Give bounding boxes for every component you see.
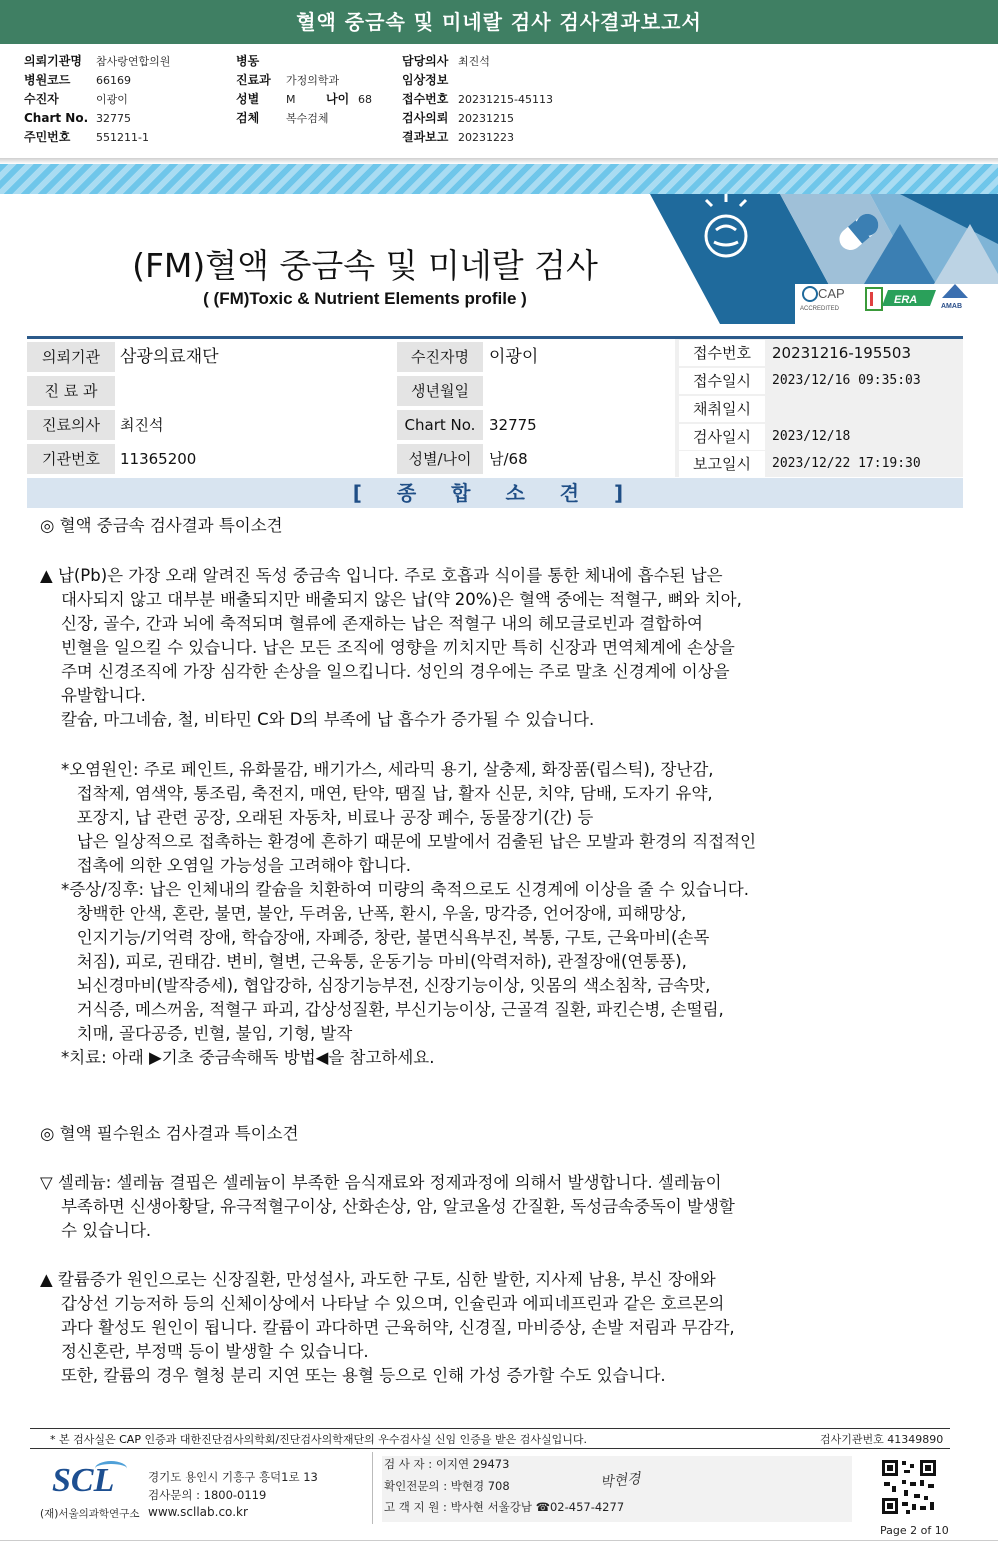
- svg-text:ERA: ERA: [894, 294, 918, 306]
- info-label: 기관번호: [27, 444, 115, 474]
- info-label: 접수일시: [679, 368, 765, 394]
- footer-divider: [30, 1428, 950, 1429]
- info-value: 최진석: [120, 416, 164, 434]
- header-label: 결과보고: [402, 130, 449, 144]
- info-value: [120, 376, 390, 406]
- scl-logo: SCL: [52, 1462, 115, 1499]
- physician-signature: 박현경: [599, 1470, 642, 1492]
- info-label: 채취일시: [679, 396, 765, 422]
- header-value: 가정의학과: [286, 74, 340, 87]
- era-logo: [882, 290, 936, 306]
- info-value: 11365200: [120, 450, 197, 468]
- header-label: 수진자: [24, 92, 59, 106]
- info-label: 의뢰기관: [27, 342, 115, 372]
- info-value: 삼광의료재단: [120, 347, 219, 367]
- lead-paragraph: ▲ 납(Pb)은 가장 오래 알려진 독성 중금속 입니다. 주로 호흡과 식이를 통한 체내에 흡수된 납은 대사되지 않고 대부분 배출되지만 배출되지 않은 납(약 20%)은 혈액 중에는 적혈구, 뼈와 치아, 신장, 골수, 간과 뇌에 축적되며 혈류에 존재하는 납은 적혈구 내의 헤모글로빈과 결합하여 빈혈을 일으킬 수 있습니다. 납은 모든 조직에 영향을 끼치지만 특히 신장과 면역체계에 손상을 주며 신경조직에 가장 심각한 손상을 일으킵니다. 성인의 경우에는 주로 말초 신경계에 이상을 유발합니다. 칼슘, 마그네슘, 철, 비타민 C와 D의 부족에 납 흡수가 증가될 수 있습니다.: [40, 566, 742, 729]
- header-value: 20231223: [458, 131, 514, 144]
- svg-text:ACCREDITED: ACCREDITED: [800, 306, 840, 312]
- scl-logo-swoosh: [95, 1461, 127, 1476]
- header-col-3: [402, 50, 662, 145]
- page-bottom-margin: [0, 1540, 998, 1565]
- header-label: Chart No.: [24, 111, 89, 125]
- header-value: 참사랑연합의원: [96, 55, 171, 68]
- info-table: [27, 336, 963, 477]
- patient-header: [0, 44, 998, 159]
- info-label: 접수번호: [679, 340, 765, 366]
- org-phone: 검사문의 : 1800-0119: [148, 1488, 267, 1502]
- examiner: 검 사 자 : 이지연 29473: [384, 1457, 510, 1471]
- header-label: 성별: [236, 92, 260, 106]
- org-name: (재)서울의과학연구소: [40, 1508, 140, 1520]
- lm-logo: [866, 288, 882, 310]
- customer-support: 고 객 지 원 : 박사현 서울강남 ☎02-457-4277: [384, 1500, 625, 1514]
- info-value: [772, 396, 962, 422]
- header-value: 32775: [96, 112, 131, 125]
- info-label: 성별/나이: [397, 444, 483, 474]
- info-value: 2023/12/18: [772, 429, 851, 444]
- footer-org-number: 검사기관번호 41349890: [820, 1433, 944, 1446]
- essential-element-heading: ◎ 혈액 필수원소 검사결과 특이소견: [40, 1124, 299, 1143]
- header-label: 검체: [236, 111, 260, 125]
- info-value: 남/68: [489, 450, 528, 468]
- header-value: 66169: [96, 74, 131, 87]
- header-label: 주민번호: [24, 130, 71, 144]
- header-col-1: [24, 50, 234, 145]
- org-address: 경기도 용인시 기흥구 흥덕1로 13: [148, 1470, 318, 1484]
- info-value: 2023/12/16 09:35:03: [772, 373, 921, 388]
- header-value: 최진석: [458, 55, 490, 68]
- header-label: 검사의뢰: [402, 111, 449, 125]
- info-label: Chart No.: [397, 410, 483, 440]
- header-value: 이광이: [96, 93, 128, 106]
- page-number: Page 2 of 10: [880, 1524, 949, 1537]
- info-label: 생년월일: [397, 376, 483, 406]
- confirming-physician: 확인전문의 : 박현경 708: [384, 1479, 510, 1493]
- header-label: 접수번호: [402, 92, 449, 106]
- info-label: 진료의사: [27, 410, 115, 440]
- header-value: 복수검체: [286, 112, 329, 125]
- info-value: 2023/12/22 17:19:30: [772, 456, 921, 471]
- footer-divider-vertical: [372, 1452, 373, 1524]
- heavy-metal-heading: ◎ 혈액 중금속 검사결과 특이소견: [40, 516, 283, 535]
- header-label: 의뢰기관명: [24, 54, 82, 68]
- header-value: 551211-1: [96, 131, 149, 144]
- header-label: 진료과: [236, 73, 271, 87]
- report-banner-title: 혈액 중금속 및 미네랄 검사 검사결과보고서: [0, 0, 998, 44]
- header-value: M: [286, 93, 296, 106]
- header-label: 병원코드: [24, 73, 71, 87]
- svg-text:AMAB: AMAB: [941, 303, 962, 310]
- lead-cause-symptom-paragraph: *오염원인: 주로 페인트, 유화물감, 배기가스, 세라믹 용기, 살충제, 화장품(립스틱), 장난감, 접착제, 염색약, 통조림, 축전지, 매연, 탄약, 땜질 납, 활자 신문, 치약, 담배, 도자기 유약, 포장지, 납 관련 공장, 오래된 자동차, 비료나 공장 폐수, 동물장기(간) 등 납은 일상적으로 접촉하는 환경에 흔하기 때문에 모발에서 검출된 납은 모발과 환경의 직접적인 접촉에 의한 오염일 가능성을 고려해야 합니다. *증상/징후: 납은 인체내의 칼슘을 치환하여 미량의 축적으로도 신경계에 이상을 줄 수 있습니다. 창백한 안색, 혼란, 불면, 불안, 두려움, 난폭, 환시, 우울, 망각증, 언어장애, 피해망상, 인지기능/기억력 장애, 학습장애, 자폐증, 창란, 불면식욕부진, 복통, 구토, 근육마비(손목 처짐), 피로, 권태감. 변비, 혈변, 근육통, 운동기능 마비(악력저하), 관절장애(연통풍), 뇌신경마비(발작증세), 협압강하, 심장기능부전, 신장기능이상, 잇몸의 색소침착, 금속맛, 거식증, 메스꺼움, 적혈구 파괴, 갑상성질환, 부신기능이상, 근골격 질환, 파킨슨병, 손떨림, 치매, 골다공증, 빈혈, 불임, 기형, 발작 *치료: 아래 ▶기초 중금속해독 방법◀을 참고하세요.: [60, 760, 757, 1067]
- report-title: (FM)혈액 중금속 및 미네랄 검사: [132, 246, 598, 285]
- qr-code-icon: [880, 1458, 938, 1516]
- header-label: 임상정보: [402, 73, 449, 87]
- selenium-paragraph: ▽ 셀레늄: 셀레늄 결핍은 셀레늄이 부족한 음식재료와 정제과정에 의해서 발생합니다. 셀레늄이 부족하면 신생아황달, 유극적혈구이상, 산화손상, 암, 알코올성 간질환, 독성금속중독이 발생할 수 있습니다.: [40, 1173, 735, 1240]
- org-website: www.scllab.co.kr: [148, 1505, 248, 1519]
- info-label: 진 료 과: [27, 376, 115, 406]
- summary-heading: [ 종 합 소 견 ]: [27, 478, 963, 508]
- header-value: 20231215-45113: [458, 93, 553, 106]
- age-label: 나이: [326, 92, 350, 106]
- info-value: 32775: [489, 416, 537, 434]
- footer-note: * 본 검사실은 CAP 인증과 대한진단검사의학회/진단검사의학재단의 우수검사실 신임 인증을 받은 검사실입니다.: [50, 1433, 588, 1446]
- info-value: [489, 376, 669, 406]
- potassium-paragraph: ▲ 칼륨증가 원인으로는 신장질환, 만성설사, 과도한 구토, 심한 발한, 지사제 남용, 부신 장애와 갑상선 기능저하 등의 신체이상에서 나타날 수 있으며, 인슐린과 에피네프린과 같은 호르몬의 과다 활성도 원인이 됩니다. 칼륨이 과다하면 근육허약, 신경질, 마비증상, 손발 저림과 무감각, 정신혼란, 부정맥 등이 발생할 수 있습니다. 또한, 칼륨의 경우 혈청 분리 지연 또는 용혈 등으로 인해 가성 증가할 수도 있습니다.: [40, 1270, 735, 1385]
- info-label: 검사일시: [679, 424, 765, 450]
- info-value: 20231216-195503: [772, 344, 912, 362]
- age-value: 68: [358, 93, 372, 106]
- footer-divider: [30, 1448, 950, 1449]
- header-value: 20231215: [458, 112, 514, 125]
- header-col-2: [236, 50, 406, 126]
- info-label: 수진자명: [397, 342, 483, 372]
- info-value: 이광이: [489, 347, 539, 367]
- header-label: 담당의사: [402, 54, 449, 68]
- report-subtitle: ( (FM)Toxic & Nutrient Elements profile ): [203, 289, 527, 308]
- info-label: 보고일시: [679, 451, 765, 477]
- header-label: 병동: [236, 54, 260, 68]
- svg-text:CAP: CAP: [818, 286, 845, 301]
